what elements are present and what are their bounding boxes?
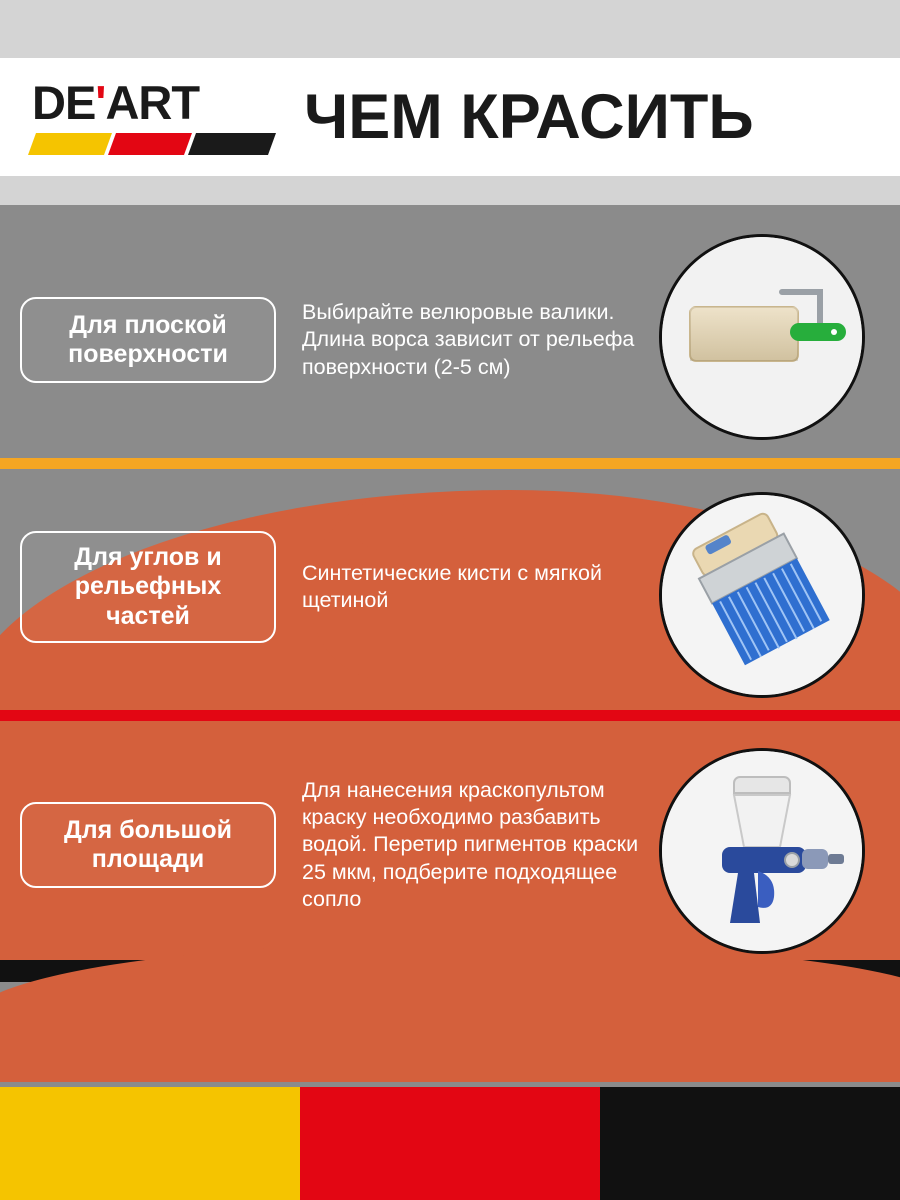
flag-stripe-red — [300, 1087, 600, 1200]
header — [0, 0, 900, 205]
logo-bar-red — [108, 133, 192, 155]
label-flat-surface: Для плоской поверхности — [20, 297, 276, 383]
flag-stripe-black — [600, 1087, 900, 1200]
divider-red — [0, 710, 900, 721]
paint-roller-icon — [659, 234, 865, 440]
logo-apostrophe: ' — [95, 76, 106, 129]
logo-text-art: ART — [105, 76, 200, 129]
spray-gun-icon — [659, 748, 865, 954]
page-title: ЧЕМ КРАСИТЬ — [304, 81, 754, 152]
brand-logo — [32, 76, 270, 158]
logo-wordmark — [32, 76, 270, 129]
divider-yellow — [0, 458, 900, 469]
label-corners: Для углов и рельефных частей — [20, 531, 276, 644]
header-bar — [0, 58, 900, 176]
logo-flag-bars — [32, 133, 270, 155]
description-large-area: Для нанесения краскопультом краску необходимо разбавить водой. Перетир пигментов краски 25 мкм, подберите подходящее сопло — [302, 777, 639, 911]
label-large-area: Для большой площади — [20, 802, 276, 888]
logo-text-de: DE — [32, 76, 96, 129]
flag-stripe-yellow — [0, 1087, 300, 1200]
footer-background — [0, 982, 900, 1087]
description-corners: Синтетические кисти с мягкой щетиной — [302, 560, 602, 612]
footer — [0, 982, 900, 1200]
logo-bar-yellow — [28, 133, 112, 155]
paint-brush-icon — [659, 492, 865, 698]
logo-bar-black — [188, 133, 276, 155]
brand-flag — [0, 1087, 900, 1200]
footer-paint-shape — [0, 942, 900, 1082]
description-flat-surface: Выбирайте велюровые валики. Длина ворса зависит от рельефа поверхности (2-5 см) — [302, 300, 635, 379]
